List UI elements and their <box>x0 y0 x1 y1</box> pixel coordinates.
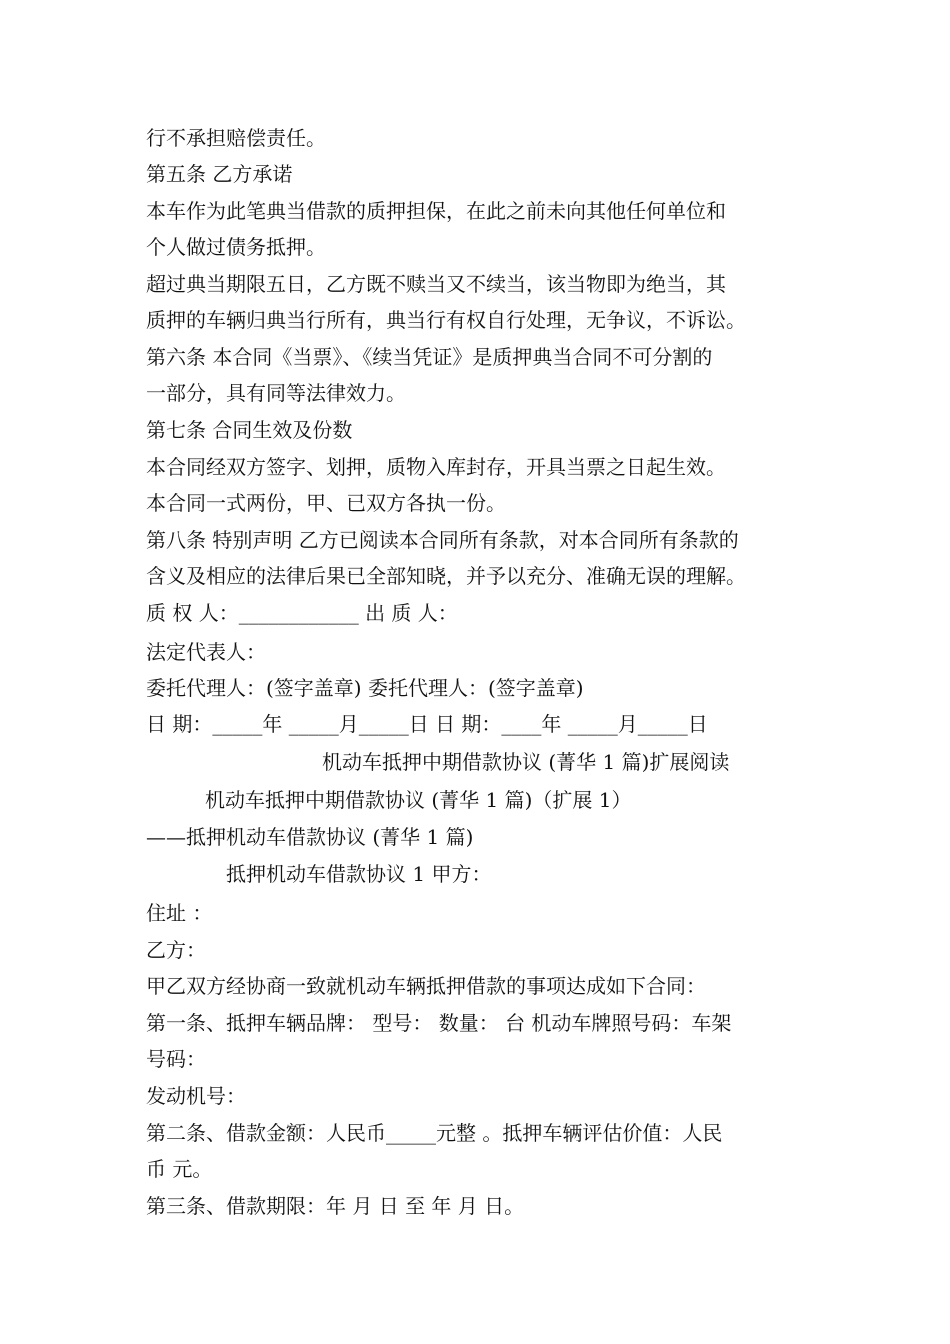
text-line-5: 超过典当期限五日，乙方既不赎当又不续当，该当物即为绝当，其 <box>146 272 726 296</box>
text-line-11: 本合同一式两份，甲、已双方各执一份。 <box>146 491 506 515</box>
text-line-10: 本合同经双方签字、划押，质物入库封存，开具当票之日起生效。 <box>146 455 726 479</box>
text-line-13: 含义及相应的法律后果已全部知晓，并予以充分、准确无误的理解。 <box>146 564 746 588</box>
text-line-8: 一部分，具有同等法律效力。 <box>146 381 406 405</box>
article-6-heading: 第六条 本合同《当票》、《续当凭证》是质押典当合同不可分割的 <box>146 345 713 369</box>
agreement-party-a-line: 抵押机动车借款协议 1 甲方： <box>226 862 492 886</box>
article-3-line: 第三条、借款期限：年 月 日 至 年 月 日。 <box>146 1194 525 1218</box>
extended-subtitle: 机动车抵押中期借款协议 (菁华 1 篇)（扩展 1） <box>205 788 632 812</box>
text-line-26: 号码： <box>146 1047 206 1071</box>
text-line-29: 币 元。 <box>146 1157 213 1181</box>
text-line-1: 行不承担赔偿责任。 <box>146 126 326 150</box>
signature-parties-line: 质 权 人：____________ 出 质 人： <box>146 601 458 625</box>
legal-representative-line: 法定代表人： <box>146 640 266 664</box>
engine-number-line: 发动机号： <box>146 1084 246 1108</box>
article-8-heading: 第八条 特别声明 乙方已阅读本合同所有条款，对本合同所有条款的 <box>146 528 739 552</box>
date-line: 日 期：_____年 _____月_____日 日 期：____年 _____月_____日 <box>146 712 708 736</box>
address-line: 住址 ： <box>146 901 213 925</box>
agreement-intro-line: 甲乙双方经协商一致就机动车辆抵押借款的事项达成如下合同： <box>146 974 706 998</box>
article-1-line: 第一条、抵押车辆品牌： 型号： 数量： 台 机动车牌照号码：车架 <box>146 1011 732 1035</box>
article-5-heading: 第五条 乙方承诺 <box>146 162 293 186</box>
article-7-heading: 第七条 合同生效及份数 <box>146 418 353 442</box>
extended-reading-title: 机动车抵押中期借款协议 (菁华 1 篇)扩展阅读 <box>322 750 730 774</box>
article-2-line: 第二条、借款金额：人民币_____元整 。抵押车辆评估价值：人民 <box>146 1121 723 1145</box>
text-line-3: 本车作为此笔典当借款的质押担保，在此之前未向其他任何单位和 <box>146 199 726 223</box>
text-line-6: 质押的车辆归典当行所有，典当行有权自行处理，无争议，不诉讼。 <box>146 308 746 332</box>
agent-signature-line: 委托代理人：(签字盖章) 委托代理人：(签字盖章) <box>146 676 584 700</box>
text-line-4: 个人做过债务抵押。 <box>146 235 326 259</box>
related-agreement-title: ——抵押机动车借款协议 (菁华 1 篇) <box>146 825 474 849</box>
party-b-line: 乙方： <box>146 938 206 962</box>
